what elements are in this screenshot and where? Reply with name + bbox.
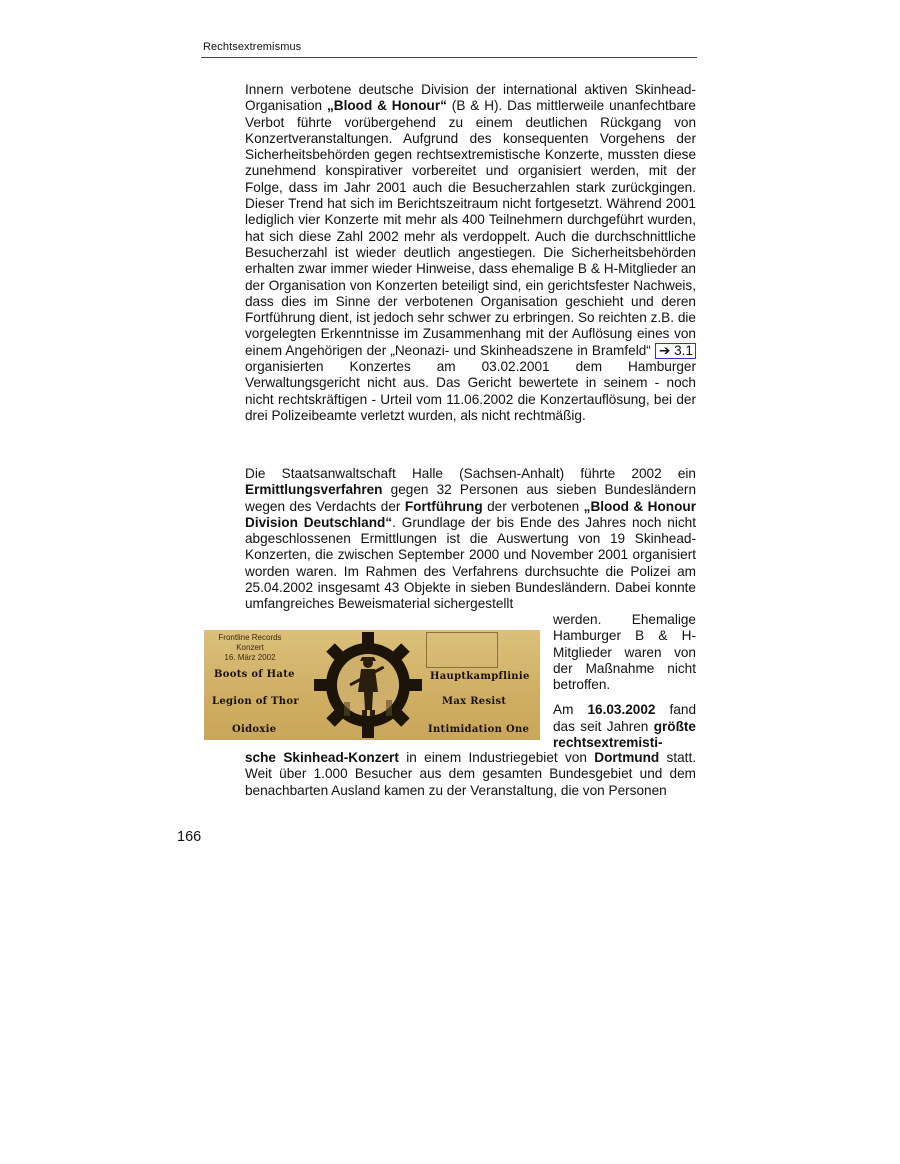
p2-text-3: der verbotenen — [482, 498, 584, 514]
p1-text-3: organisierten Konzertes am 03.02.2001 dem Hamburger Verwaltungsgericht nicht aus. Das Gericht bewertete in seinem - noch nicht rechtskräftigen - Urteil vom 11.06.2002 die Konzertauflösung, bei der drei Polizeibeamte verletzt wurden, als nicht rechtmäßig. — [245, 359, 696, 423]
paragraph-halle-investigation — [245, 466, 696, 613]
side-paragraph-1: werden. Ehemalige Hamburger B & H-Mitglieder waren von der Maßnahme nicht betroffen. — [553, 612, 696, 693]
cross-reference-link[interactable]: ➔ 3.1 — [655, 343, 696, 359]
p1-text-2: (B & H). Das mittlerweile unanfechtbare Verbot führte vorübergehend zu einem deutlichen Rückgang von Konzertveranstaltungen. Aufgrund des konsequenten Vorgehens der Sicherheitsbehörden gegen rechtsextremistische Konzerte, mussten diese zunehmend konspirativer vorbereitet und organisiert werden, mit der Folge, dass im Jahr 2001 auch die Besucherzahlen stark zurückgingen. Dieser Trend hat sich im Berichtszeitraum nicht fortgesetzt. Während 2001 lediglich vier Konzerte mit mehr als 400 Teilnehmern durchgeführt wurden, hat sich diese Zahl 2002 mehr als verdoppelt. Auch die durchschnittliche Besucherzahl ist wieder deutlich angestiegen. Die Sicherheitsbehörden erhalten zwar immer wieder Hinweise, dass ehemalige B & H-Mitglieder an der Organisation von Konzerten beteiligt sind, ein gerichtsfester Nachweis, dass dies im Sinne der verbotenen Organisation geschieht und deren Fortführung dient, ist jedoch sehr schwer zu erbringen. So reichten z.B. die vorgelegten Erkenntnisse im Zusammenhang mit der Auflösung eines von einem Angehörigen der „Neonazi- und Skinheadszene in Bramfeld“ — [245, 98, 696, 358]
flyer-label-records: Frontline Records — [218, 633, 282, 642]
flyer-blank-panel — [426, 632, 498, 668]
flyer-band-right-2: Max Resist — [442, 696, 507, 707]
flyer-label-date: 16. März 2002 — [224, 653, 276, 662]
page-number: 166 — [177, 829, 202, 845]
side-text-am: Am — [553, 702, 588, 718]
flyer-band-right-1: Hauptkampflinie — [430, 671, 530, 682]
flyer-band-left-3: Oidoxie — [232, 724, 277, 735]
tail-bold-skinhead-concert: sche Skinhead-Konzert — [245, 750, 399, 765]
p2-text-2: gegen 32 Personen aus sieben Bundesländern wegen des Verdachts der — [245, 482, 696, 514]
paragraph-blood-honour-ban — [245, 82, 696, 424]
side-bold-largest: größte rechtsextremisti- — [553, 718, 696, 751]
tail-text-1: in einem Industriegebiet von — [398, 750, 595, 765]
side-bold-date: 16.03.2002 — [587, 702, 656, 718]
flyer-band-left-2: Legion of Thor — [212, 696, 299, 707]
tail-text-2: statt. Weit über 1.000 Besucher aus dem gesamten Bundesgebiet und dem benachbarten Ausland kamen zu der Veranstaltung, die von Personen — [245, 750, 696, 798]
running-title: Rechtsextremismus — [203, 41, 302, 53]
p2-bold-continuation: Fortführung — [404, 498, 483, 514]
flyer-band-right-3: Intimidation One — [428, 724, 530, 735]
p2-bold-investigation: Ermittlungsverfahren — [245, 482, 383, 498]
p2-text-1: Die Staatsanwaltschaft Halle (Sachsen-Anhalt) führte 2002 ein — [245, 466, 696, 481]
side-text-mid: fand das seit Jahren — [553, 702, 697, 734]
p1-text-1: Innern verbotene deutsche Division der international aktiven Skinhead-Organisation — [245, 82, 696, 114]
p2-text-4: . Grundlage der bis Ende des Jahres noch nicht abgeschlossenen Ermittlungen ist die Auswertung von 19 Skinhead-Konzerten, die zwischen September 2000 und November 2001 organisiert worden waren. Im Rahmen des Verfahrens durchsuchte die Polizei am 25.04.2002 insgesamt 43 Objekte in sieben Bundesländern. Dabei konnte umfangreiches Beweismaterial sichergestellt — [245, 514, 697, 612]
flyer-band-left-1: Boots of Hate — [214, 669, 295, 680]
p2-bold-division: „Blood & Honour Division Deutschland“ — [245, 498, 696, 530]
flyer-label-concert: Konzert — [236, 643, 264, 652]
gear-emblem-icon — [308, 630, 428, 740]
concert-flyer-image — [204, 630, 540, 740]
paragraph-dortmund-concert — [245, 750, 696, 799]
tail-bold-dortmund: Dortmund — [594, 750, 660, 765]
side-paragraph-2 — [553, 702, 696, 751]
header-rule — [201, 57, 697, 58]
p1-bold-blood-honour: „Blood & Honour“ — [326, 98, 447, 114]
side-column-text — [553, 612, 696, 751]
